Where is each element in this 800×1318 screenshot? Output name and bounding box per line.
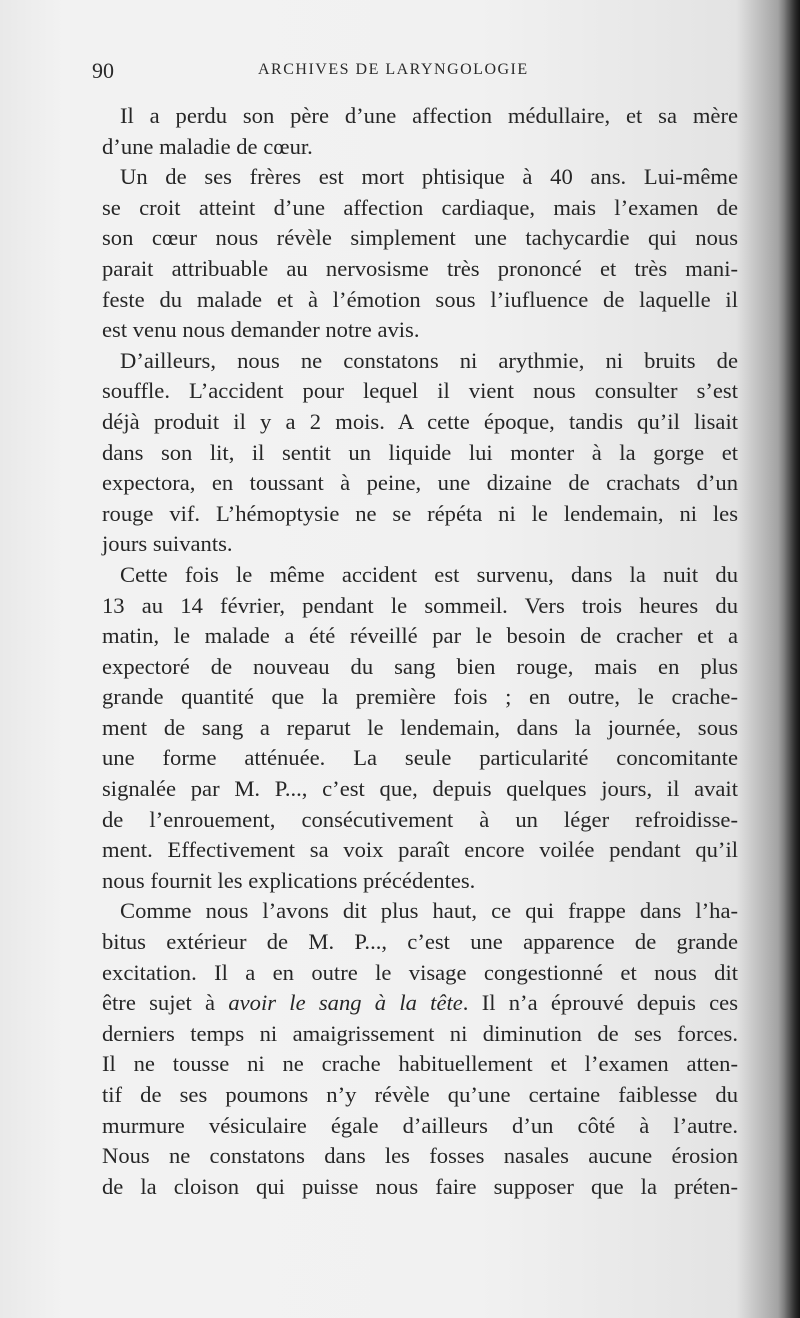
text-line: se croit atteint d’une affection cardiaque, mais l’examen de [102,194,738,220]
text-line: Il a perdu son père d’une affection médullaire, et sa mère [120,103,738,128]
text-line: ment. Effectivement sa voix paraît encore voilée pendant qu’il [102,837,738,863]
text-line: signalée par M. P..., c’est que, depuis quelques jours, il avait [102,776,738,802]
text-line: son cœur nous révèle simplement une tachycardie qui nous [102,225,738,251]
text-line: déjà produit il y a 2 mois. A cette époque, tandis qu’il lisait [102,408,738,434]
text-line: excitation. Il a en outre le visage congestionné et nous dit [102,959,738,985]
paragraph [102,560,738,897]
paragraph [102,896,738,1202]
paragraph [102,101,738,162]
text-line: matin, le malade a été réveillé par le besoin de cracher et a [102,623,738,649]
text-line: de l’enrouement, consécutivement à un léger refroidisse- [102,806,738,832]
text-line: Cette fois le même accident est survenu, dans la nuit du [120,561,738,587]
text-line: 13 au 14 février, pendant le sommeil. Vers trois heures du [102,592,738,618]
text-line: être sujet à avoir le sang à la tête. Il n’a éprouvé depuis ces [102,990,738,1016]
text-line: Il ne tousse ni ne crache habituellement et l’examen atten- [102,1051,738,1077]
text-line: expectora, en toussant à peine, une dizaine de crachats d’un [102,470,738,496]
text-line: D’ailleurs, nous ne constatons ni arythmie, ni bruits de [120,347,738,373]
text-line: parait attribuable au nervosisme très prononcé et très mani- [102,255,738,281]
text-line: tif de ses poumons n’y révèle qu’une certaine faiblesse du [102,1082,738,1107]
text-line: Nous ne constatons dans les fosses nasales aucune érosion [102,1143,738,1169]
text-line: ment de sang a reparut le lendemain, dans la journée, sous [102,714,738,740]
page-number: 90 [92,58,114,83]
text-line: murmure vésiculaire égale d’ailleurs d’un côté à l’autre. [102,1112,738,1138]
binding-shadow [778,0,800,1318]
text-line: souffle. L’accident pour lequel il vient nous consulter s’est [102,378,738,404]
page-header [88,58,728,88]
body-text [102,101,738,1202]
text-line: grande quantité que la première fois ; en outre, le crache- [102,684,738,710]
text-line: bitus extérieur de M. P..., c’est une apparence de grande [102,929,738,955]
text-line: expectoré de nouveau du sang bien rouge, mais en plus [102,653,738,679]
text-line: nous fournit les explications précédentes. [102,867,476,893]
text-line: Comme nous l’avons dit plus haut, ce qui frappe dans l’ha- [120,898,738,924]
text-line: d’une maladie de cœur. [102,133,313,159]
text-line: jours suivants. [102,531,233,557]
text-line: une forme atténuée. La seule particularité concomitante [102,745,738,771]
text-line: de la cloison qui puisse nous faire supposer que la préten- [102,1173,738,1199]
text-line: dans son lit, il sentit un liquide lui monter à la gorge et [102,439,738,465]
text-line: Un de ses frères est mort phtisique à 40 ans. Lui-même [120,164,738,190]
text-line: derniers temps ni amaigrissement ni diminution de ses forces. [102,1020,738,1046]
text-line: rouge vif. L’hémoptysie ne se répéta ni le lendemain, ni les [102,500,738,526]
text-line: feste du malade et à l’émotion sous l’iufluence de laquelle il [102,286,738,312]
paragraph [102,346,738,560]
paragraph [102,162,738,346]
running-title: ARCHIVES DE LARYNGOLOGIE [258,61,529,78]
text-line: est venu nous demander notre avis. [102,317,420,343]
